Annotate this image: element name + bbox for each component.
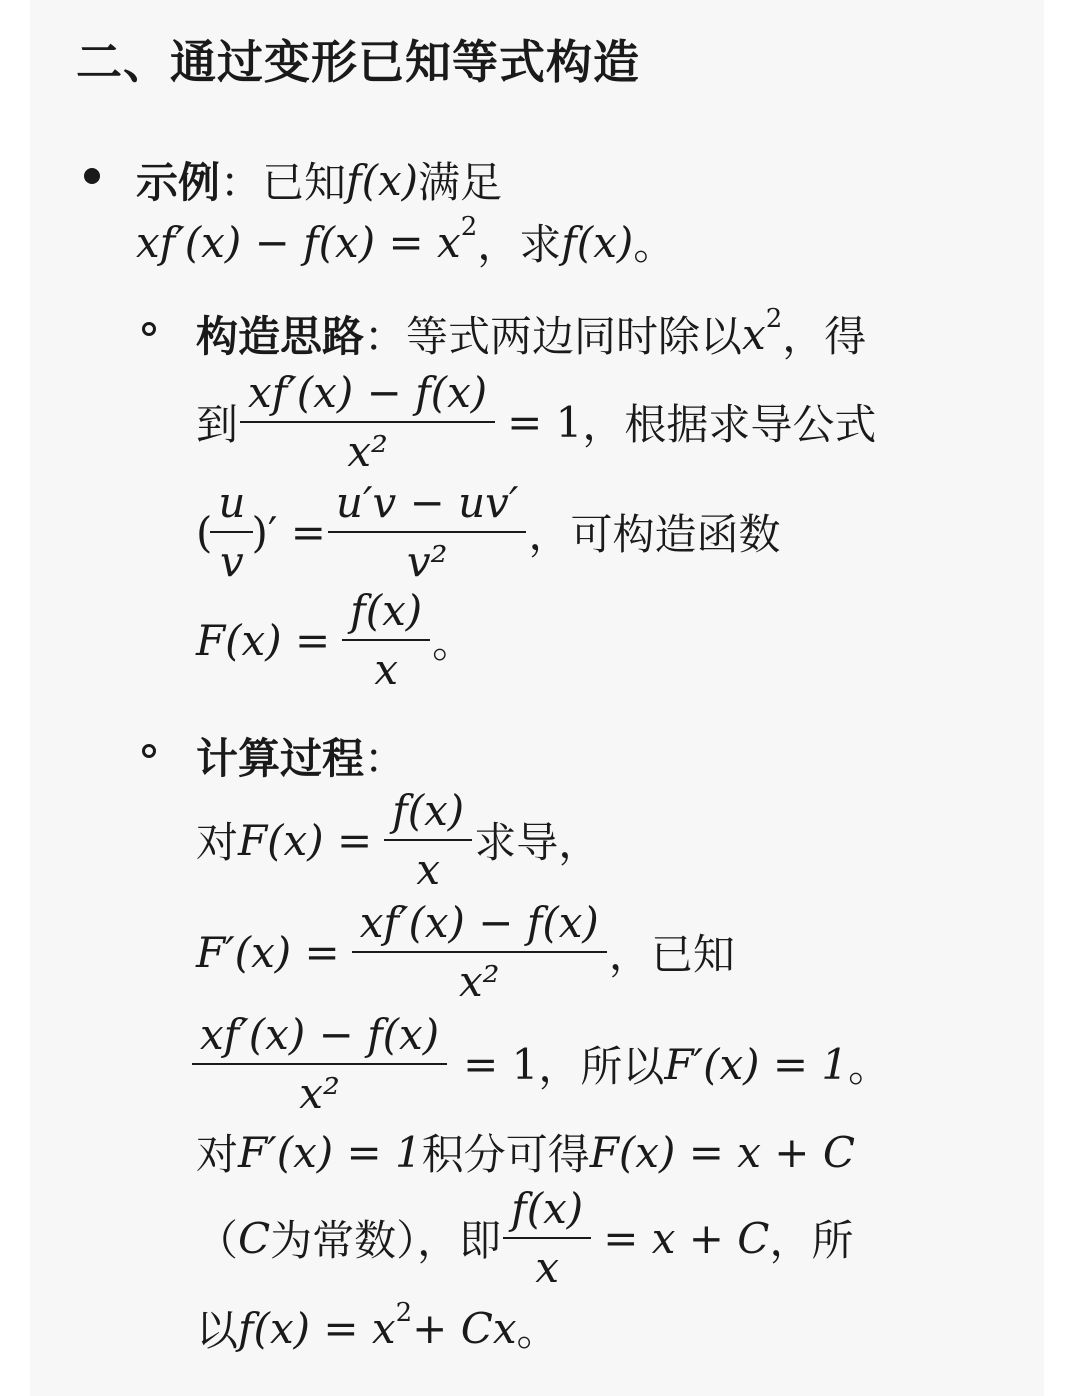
math-inline: f(x) <box>346 155 419 205</box>
math-inline: )′ = <box>251 507 326 557</box>
fraction <box>388 786 468 894</box>
idea-line-1 <box>196 304 866 364</box>
math-inline: x <box>742 309 766 359</box>
math-inline: F(x) = <box>196 615 331 665</box>
math-inline: = 1 <box>507 397 583 447</box>
calc-text: 对 <box>196 818 239 867</box>
fraction-denominator: v² <box>328 531 527 586</box>
math-inline: = x + C <box>603 1213 770 1263</box>
example-label: 示例 <box>136 158 221 207</box>
fraction-numerator: xf′(x) − f(x) <box>248 368 488 417</box>
calc-text: 求导， <box>474 818 601 867</box>
idea-text: ，根据求导公式 <box>582 400 877 449</box>
fraction-numerator: u <box>218 478 246 527</box>
math-inline: F′(x) = <box>196 927 340 977</box>
calc-line-3 <box>196 1010 890 1118</box>
calc-text: ，所 <box>769 1216 854 1265</box>
superscript: 2 <box>460 212 478 242</box>
idea-label: 构造思路 <box>196 312 365 361</box>
idea-line-4 <box>196 586 474 694</box>
calc-text: 对 <box>196 1130 239 1179</box>
calc-line-4 <box>196 1122 855 1182</box>
calc-label-line <box>196 726 406 786</box>
sub-bullet-ring <box>142 744 156 758</box>
math-inline: C <box>238 1213 271 1263</box>
example-text: ，求 <box>477 220 562 269</box>
math-inline: + Cx <box>412 1303 517 1353</box>
math-inline: F′(x) = 1 <box>664 1039 849 1089</box>
calc-text: ，所以 <box>538 1042 665 1091</box>
fraction-denominator: x <box>503 1237 591 1292</box>
calc-text: （ <box>196 1216 239 1265</box>
example-line-1 <box>136 150 502 210</box>
idea-text: 。 <box>432 618 475 667</box>
fraction-denominator: x² <box>240 421 495 476</box>
calc-text: ，已知 <box>608 930 735 979</box>
fraction-denominator: x² <box>352 951 607 1006</box>
math-inline: f(x) = x <box>238 1303 396 1353</box>
idea-text: ：等式两边同时除以 <box>364 312 743 361</box>
fraction-numerator: f(x) <box>392 786 465 835</box>
calc-text: ： <box>364 734 407 783</box>
document-page <box>30 0 1044 1396</box>
example-text: 。 <box>633 220 676 269</box>
fraction <box>196 1010 443 1118</box>
section-heading: 二、通过变形已知等式构造 <box>76 35 640 89</box>
fraction-numerator: f(x) <box>350 586 423 635</box>
fraction <box>346 586 426 694</box>
fraction-numerator: xf′(x) − f(x) <box>200 1010 440 1059</box>
fraction-numerator: f(x) <box>511 1184 584 1233</box>
calc-text: 积分可得 <box>421 1130 590 1179</box>
fraction-denominator: x² <box>192 1063 447 1118</box>
idea-text: 到 <box>196 400 239 449</box>
sub-bullet-ring <box>142 322 156 336</box>
fraction <box>332 478 523 586</box>
fraction-numerator: xf′(x) − f(x) <box>359 898 599 947</box>
example-text: 满足 <box>418 158 503 207</box>
idea-line-2 <box>196 368 876 476</box>
math-inline: xf′(x) − f(x) = x <box>136 217 461 267</box>
fraction <box>507 1184 587 1292</box>
fraction <box>356 898 603 1006</box>
superscript: 2 <box>395 1298 413 1328</box>
calc-text: 为常数），即 <box>270 1216 502 1265</box>
fraction-numerator: u′v − uv′ <box>335 478 519 527</box>
calc-text: 。 <box>516 1306 559 1355</box>
calc-line-5 <box>196 1184 853 1292</box>
fraction <box>214 478 249 586</box>
idea-line-3 <box>196 478 780 586</box>
math-inline: = 1 <box>463 1039 539 1089</box>
math-inline: F(x) = x + C <box>589 1127 855 1177</box>
calc-line-1 <box>196 786 600 894</box>
fraction <box>244 368 491 476</box>
idea-text: ，得 <box>782 312 867 361</box>
math-inline: ( <box>196 507 213 557</box>
calc-text: 以 <box>196 1306 239 1355</box>
fraction-denominator: x <box>384 839 472 894</box>
fraction-denominator: v <box>210 531 253 586</box>
superscript: 2 <box>765 304 783 334</box>
example-text: ：已知 <box>220 158 347 207</box>
fraction-denominator: x <box>342 639 430 694</box>
math-inline: f(x) <box>561 217 634 267</box>
calc-line-6 <box>196 1298 559 1358</box>
calc-line-2 <box>196 898 735 1006</box>
bullet-dot <box>84 168 100 184</box>
example-line-2 <box>136 212 675 272</box>
calc-label: 计算过程 <box>196 734 365 783</box>
idea-text: ，可构造函数 <box>528 510 781 559</box>
math-inline: F′(x) = 1 <box>238 1127 422 1177</box>
calc-text: 。 <box>848 1042 891 1091</box>
math-inline: F(x) = <box>238 815 373 865</box>
